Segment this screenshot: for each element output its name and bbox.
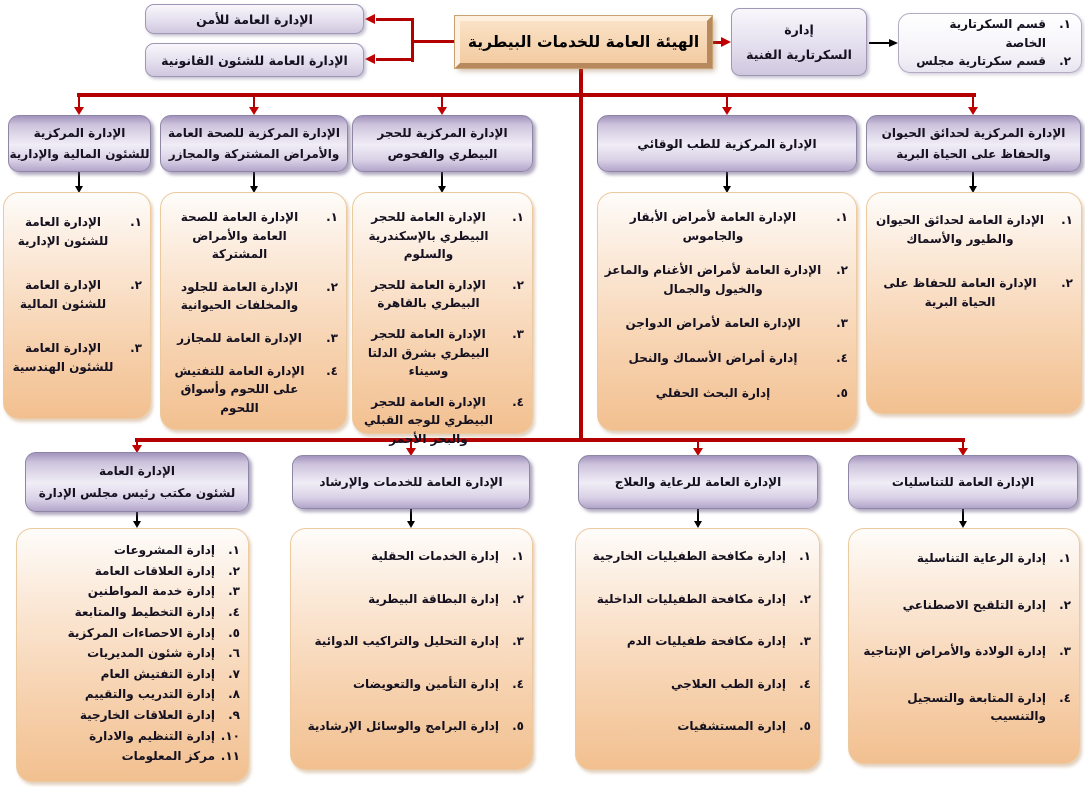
- list-item: [581, 547, 811, 566]
- list-item: [603, 208, 848, 245]
- connector-trunk: [579, 68, 583, 442]
- item-text: الإدارة العامة للصحة العامة والأمراض المشتركة: [180, 210, 299, 262]
- list-central-admin-zoos-wildlife: [866, 192, 1082, 414]
- list-item: [166, 278, 338, 315]
- node-security-admin: [145, 4, 364, 34]
- item-number: ١.: [512, 210, 524, 224]
- list-item: [22, 643, 240, 664]
- list-item: [22, 664, 240, 685]
- item-number: ٧.: [228, 666, 240, 681]
- list-item: [22, 726, 240, 747]
- list-central-admin-financial: [3, 192, 151, 419]
- header-central-admin-financial: [8, 115, 151, 172]
- arrowhead-down-icon: [74, 107, 84, 115]
- item-text: إدارة العلاقات العامة: [94, 563, 215, 578]
- connector-line: [962, 509, 964, 521]
- list-general-admin-care-treatment: [575, 528, 820, 770]
- item-text: إدارة أمراض الأسماك والنحل: [628, 350, 798, 365]
- item-text: الإدارة العامة لأمراض الأبقار والجاموس: [629, 210, 797, 243]
- item-number: ٣.: [512, 326, 524, 341]
- connector-line: [78, 172, 80, 187]
- list-item: [854, 689, 1071, 726]
- item-text: إدارة المتابعة والتسجيل والتنسيب: [907, 690, 1046, 724]
- item-number: ٥.: [228, 625, 240, 640]
- header-line: الإدارة المركزية للحجر: [377, 126, 508, 140]
- list-general-admin-services-extension: [290, 528, 533, 770]
- item-number: ١.: [836, 210, 848, 224]
- item-text: الإدارة العامة لأمراض الأغنام والماعز والخيول والجمال: [604, 263, 822, 296]
- item-text: إدارة شئون المديريات: [87, 646, 215, 661]
- list-general-admin-chairman-office: [16, 528, 249, 782]
- list-item: [296, 675, 524, 694]
- item-text: إدارة المستشفيات: [677, 719, 786, 734]
- item-number: ٤.: [326, 363, 338, 378]
- item-number: ٢.: [130, 278, 142, 293]
- node-label: الإدارة العامة للأمن: [196, 11, 313, 27]
- header-general-admin-services-extension: [292, 455, 530, 509]
- connector-bar-tier2: [77, 93, 976, 97]
- arrowhead-down-icon: [959, 521, 967, 528]
- arrowhead-right-icon: [721, 37, 731, 47]
- arrowhead-down-icon: [968, 107, 978, 115]
- item-number: ٣.: [799, 634, 811, 649]
- arrowhead-down-icon: [249, 107, 259, 115]
- item-text: إدارة الخدمات الحقلية: [371, 549, 499, 563]
- arrowhead-down-icon: [722, 107, 732, 115]
- item-number: ٢.: [228, 563, 240, 578]
- header-general-admin-reproduction: [848, 455, 1078, 509]
- item-text: الإدارة العامة للحجر البيطري للوجه القبلي والبحر الأحمر: [364, 394, 493, 446]
- item-text: الإدارة العامة للحفاظ على الحياة البرية: [883, 276, 1037, 309]
- item-number: ١.: [1059, 17, 1071, 32]
- item-number: ٤.: [836, 350, 848, 365]
- item-number: ١.: [1061, 213, 1073, 227]
- item-number: ١.: [130, 215, 142, 229]
- item-text: الإدارة العامة للتفتيش على اللحوم وأسواق اللحوم: [174, 363, 305, 415]
- item-text: الإدارة العامة للجلود والمخلفات الحيوانية: [180, 279, 299, 313]
- list-item: [22, 746, 240, 767]
- item-text: إدارة التحليل والتراكيب الدوائية: [314, 634, 499, 649]
- list-item: [581, 717, 811, 736]
- item-number: ٢.: [836, 263, 848, 278]
- item-text: قسم سكرتارية مجلس: [916, 54, 1046, 69]
- item-number: ٤.: [512, 394, 524, 409]
- list-item: [22, 561, 240, 582]
- item-text: الإدارة العامة للشئون الإدارية: [17, 215, 109, 248]
- node-root-authority: [455, 16, 712, 68]
- item-number: ٤.: [1059, 690, 1071, 705]
- list-central-admin-preventive-medicine: [597, 192, 857, 431]
- arrowhead-left-icon: [365, 54, 375, 64]
- item-number: ٣.: [130, 341, 142, 356]
- arrowhead-right-icon: [889, 39, 898, 47]
- list-item: [9, 339, 142, 376]
- list-item: [603, 349, 848, 368]
- header-line: والحفاظ على الحياة البرية: [896, 147, 1051, 161]
- item-number: ١.: [799, 549, 811, 563]
- list-item: [22, 705, 240, 726]
- header-line: الإدارة العامة: [98, 464, 176, 478]
- item-text: إدارة خدمة المواطنين: [87, 584, 215, 599]
- list-item: [166, 329, 338, 348]
- item-number: ٤.: [228, 604, 240, 619]
- list-item: [22, 684, 240, 705]
- item-text: إدارة البرامج والوسائل الإرشادية: [307, 719, 499, 734]
- connector-line: [376, 18, 411, 21]
- header-line: الإدارة العامة للرعاية والعلاج: [614, 475, 782, 489]
- item-text: الإدارة العامة للحجر البيطري بالإسكندرية والسلوم: [368, 210, 489, 262]
- item-number: ٣.: [326, 330, 338, 345]
- item-number: ٥.: [512, 719, 524, 734]
- list-item: [603, 314, 848, 333]
- item-text: الإدارة العامة للمجازر: [177, 330, 302, 345]
- list-item: [872, 274, 1073, 311]
- item-text: إدارة البطاقة البيطرية: [368, 591, 499, 606]
- list-item: [581, 675, 811, 694]
- arrowhead-down-icon: [133, 521, 141, 528]
- item-number: ٣.: [228, 584, 240, 599]
- list-item: [909, 52, 1071, 71]
- item-text: إدارة التلقيح الاصطناعي: [902, 597, 1046, 612]
- header-line: الإدارة المركزية لحدائق الحيوان: [881, 126, 1066, 140]
- node-secretariat-sections: [898, 13, 1082, 73]
- item-number: ٥.: [836, 385, 848, 400]
- connector-bar-tier3: [135, 438, 965, 442]
- list-item: [296, 632, 524, 651]
- list-item: [22, 623, 240, 644]
- item-text: إدارة التأمين والتعويضات: [352, 676, 499, 691]
- item-number: ٢.: [799, 591, 811, 606]
- item-number: ٢.: [1059, 54, 1071, 69]
- list-item: [166, 208, 338, 264]
- root-title: الهيئة العامة للخدمات البيطرية: [467, 33, 700, 51]
- node-label-line2: السكرتارية الفنية: [746, 47, 852, 63]
- item-text: إدارة الاحصاءات المركزية: [67, 625, 215, 640]
- item-text: الإدارة العامة للحجر البيطري بشرق الدلتا وسيناء: [367, 326, 490, 379]
- item-number: ٨.: [228, 687, 240, 702]
- item-text: إدارة مكافحة الطفيليات الخارجية: [592, 549, 786, 563]
- list-central-admin-quarantine: [352, 192, 533, 446]
- item-text: إدارة الرعاية التناسلية: [916, 551, 1046, 565]
- list-item: [581, 590, 811, 609]
- header-line: البيطري والفحوص: [387, 147, 498, 161]
- item-number: ١٠.: [220, 728, 240, 743]
- header-line: والأمراض المشتركة والمجازر: [168, 147, 340, 161]
- list-item: [603, 384, 848, 403]
- item-number: ٣.: [512, 634, 524, 649]
- list-item: [909, 15, 1071, 52]
- node-label-line1: إدارة: [784, 21, 814, 37]
- connector-line: [697, 509, 699, 521]
- header-line: الإدارة العامة للخدمات والإرشاد: [319, 475, 503, 489]
- item-text: إدارة الطب العلاجي: [670, 676, 786, 691]
- item-number: ١.: [326, 210, 338, 224]
- item-number: ٢.: [512, 277, 524, 292]
- connector-line: [414, 40, 455, 43]
- item-number: ٦.: [228, 646, 240, 661]
- list-item: [296, 590, 524, 609]
- item-number: ٣.: [1059, 644, 1071, 659]
- list-item: [22, 602, 240, 623]
- list-item: [358, 208, 524, 264]
- list-item: [296, 717, 524, 736]
- connector-line: [376, 58, 411, 61]
- list-item: [9, 213, 142, 250]
- list-item: [854, 549, 1071, 568]
- list-item: [166, 362, 338, 418]
- item-text: قسم السكرتارية الخاصة: [949, 17, 1046, 50]
- item-number: ٥.: [799, 719, 811, 734]
- connector-line: [726, 172, 728, 187]
- list-general-admin-reproduction: [848, 528, 1080, 764]
- arrowhead-left-icon: [365, 14, 375, 24]
- item-number: ٤.: [799, 676, 811, 691]
- header-central-admin-public-health: [160, 115, 348, 172]
- list-item: [872, 211, 1073, 248]
- item-number: ١١.: [220, 749, 240, 764]
- list-item: [603, 261, 848, 298]
- list-item: [854, 596, 1071, 615]
- list-central-admin-public-health: [160, 192, 347, 430]
- item-number: ٢.: [512, 591, 524, 606]
- item-text: إدارة مكافحة طفيليات الدم: [626, 634, 786, 649]
- item-number: ٢.: [1061, 276, 1073, 291]
- item-number: ٢.: [326, 279, 338, 294]
- connector-line: [869, 42, 889, 44]
- header-general-admin-chairman-office: [25, 452, 249, 512]
- item-text: الإدارة العامة لحدائق الحيوان والطيور والأسماك: [875, 213, 1045, 246]
- header-general-admin-care-treatment: [578, 455, 818, 509]
- list-item: [358, 325, 524, 381]
- arrowhead-down-icon: [437, 107, 447, 115]
- item-number: ١.: [512, 549, 524, 563]
- header-line: الإدارة المركزية للصحة العامة: [168, 126, 340, 140]
- header-line: الإدارة العامة للتناسليات: [891, 475, 1035, 489]
- item-text: إدارة الولادة والأمراض الإنتاجية: [863, 644, 1046, 659]
- item-text: مركز المعلومات: [121, 749, 215, 764]
- list-item: [9, 276, 142, 313]
- item-text: إدارة التفتيش العام: [100, 666, 215, 681]
- item-number: ٩.: [228, 708, 240, 722]
- item-text: إدارة البحث الحقلي: [655, 385, 771, 400]
- header-line: الإدارة المركزية للطب الوقائي: [637, 136, 817, 151]
- item-text: إدارة التخطيط والمتابعة: [74, 604, 215, 619]
- item-text: إدارة التنظيم والادارة: [89, 728, 215, 743]
- list-item: [22, 581, 240, 602]
- header-line: لشئون مكتب رئيس مجلس الإدارة: [38, 486, 236, 500]
- item-text: الإدارة العامة للشئون الهندسية: [12, 341, 114, 374]
- list-item: [581, 632, 811, 651]
- connector-line: [441, 172, 443, 187]
- item-number: ٣.: [836, 316, 848, 331]
- connector-line: [972, 172, 974, 187]
- item-text: الإدارة العامة للشئون المالية: [19, 278, 107, 311]
- connector-line: [253, 172, 255, 187]
- node-label: الإدارة العامة للشئون القانونية: [161, 52, 348, 68]
- list-item: [358, 276, 524, 313]
- arrowhead-down-icon: [694, 521, 702, 528]
- item-text: إدارة العلاقات الخارجية: [79, 708, 215, 722]
- list-item: [358, 393, 524, 449]
- list-item: [296, 547, 524, 566]
- item-number: ٢.: [1059, 597, 1071, 612]
- header-central-admin-preventive-medicine: [597, 115, 857, 172]
- item-number: ١.: [228, 543, 240, 557]
- list-item: [22, 540, 240, 561]
- list-item: [854, 642, 1071, 661]
- arrowhead-down-icon: [407, 521, 415, 528]
- node-technical-secretariat: [731, 8, 867, 76]
- connector-line: [410, 509, 412, 521]
- item-text: إدارة المشروعات: [113, 543, 215, 557]
- header-central-admin-zoos-wildlife: [866, 115, 1081, 172]
- item-text: الإدارة العامة للحجر البيطري بالقاهرة: [371, 277, 486, 311]
- item-number: ٤.: [512, 676, 524, 691]
- header-line: للشئون المالية والإدارية: [9, 147, 150, 161]
- item-number: ١.: [1059, 551, 1071, 565]
- item-text: إدارة التدريب والتقييم: [84, 687, 215, 702]
- header-line: الإدارة المركزية: [33, 126, 126, 140]
- header-central-admin-quarantine: [352, 115, 533, 172]
- node-legal-affairs-admin: [145, 43, 364, 77]
- item-text: الإدارة العامة لأمراض الدواجن: [625, 316, 801, 331]
- item-text: إدارة مكافحة الطفيليات الداخلية: [596, 591, 786, 606]
